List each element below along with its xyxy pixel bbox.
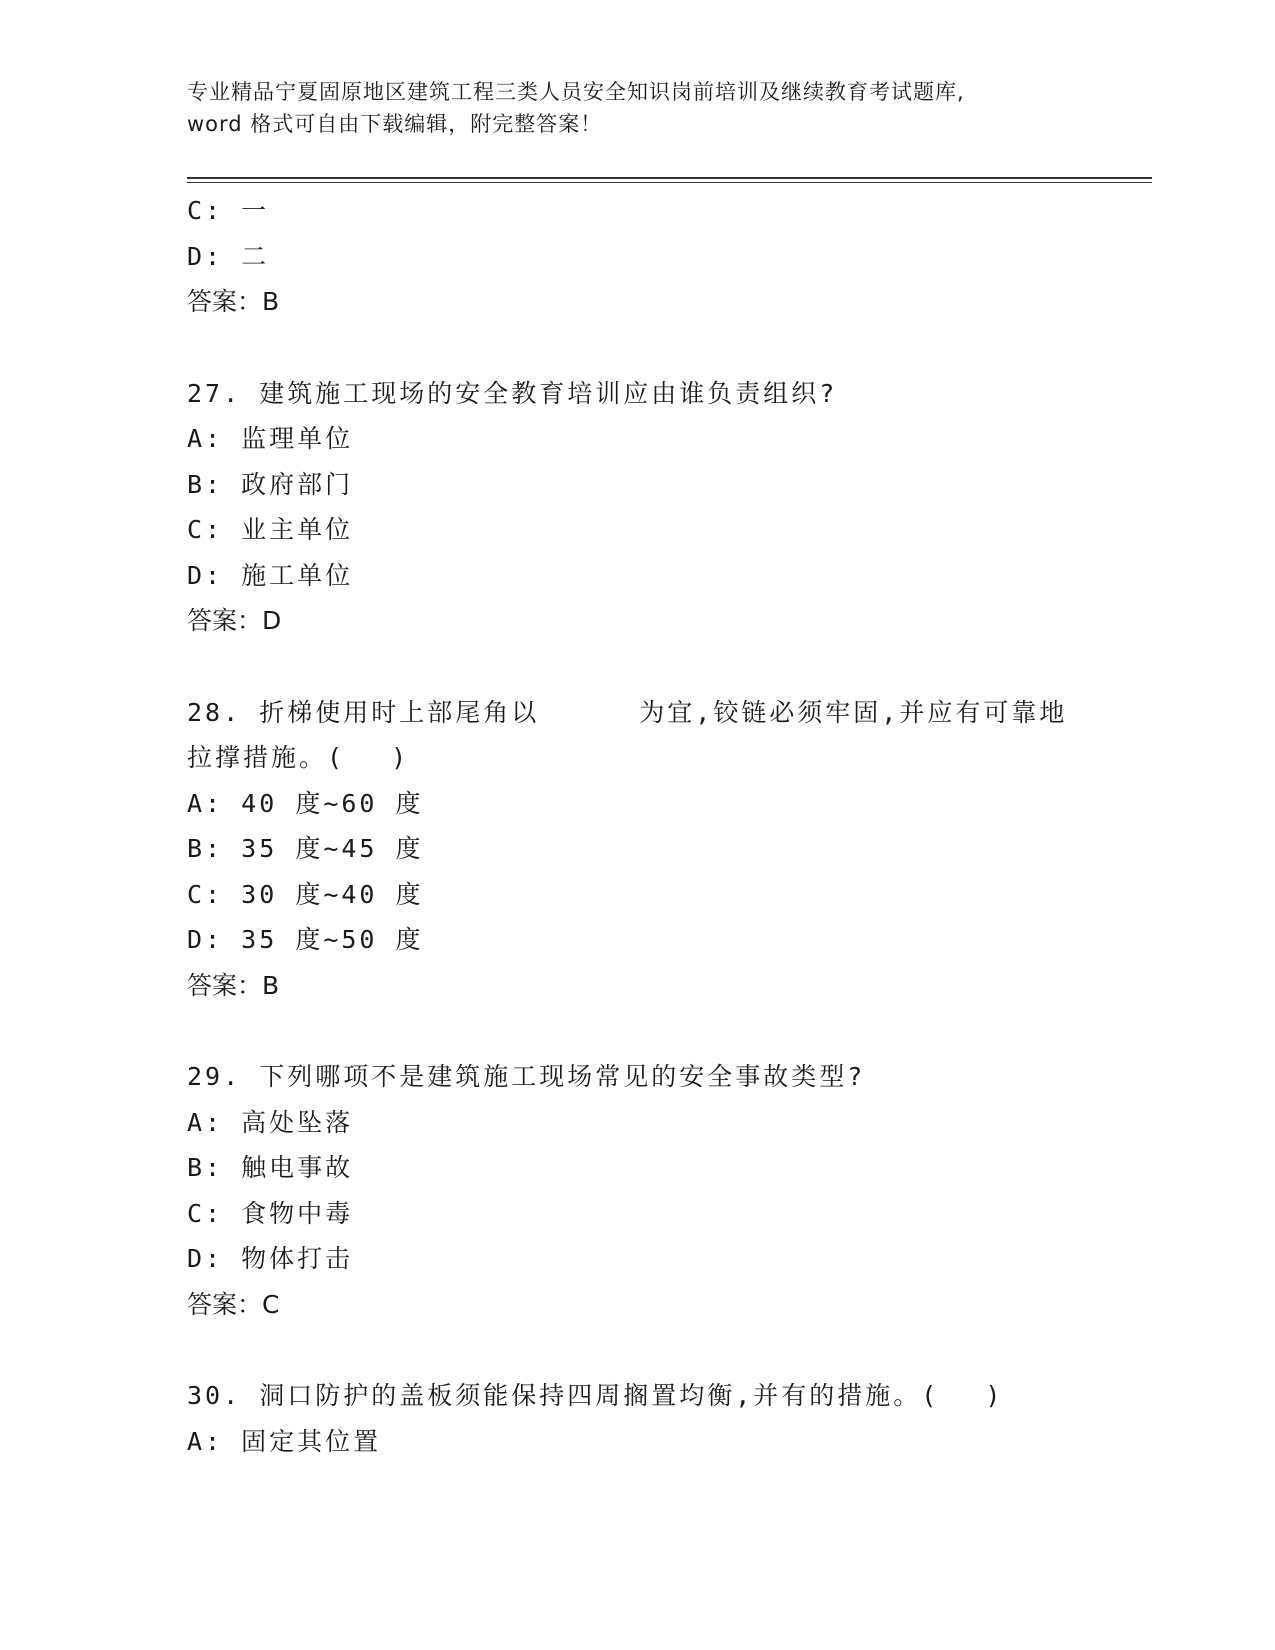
header-title-line-2: word 格式可自由下载编辑，附完整答案！ — [187, 112, 603, 136]
option-label: B: — [187, 469, 224, 499]
option-label: A: — [187, 424, 224, 453]
answer-value: B — [262, 287, 280, 316]
question-stem — [187, 371, 1087, 417]
spacer — [187, 325, 1087, 371]
answer-value: C — [262, 1289, 280, 1319]
option-label: A: — [187, 1107, 224, 1137]
question-number: 30. — [187, 1381, 242, 1410]
option-text: 二 — [241, 241, 270, 271]
answer-label: 答案： — [187, 970, 263, 1000]
answer-line — [187, 963, 1087, 1009]
option-d — [187, 1236, 1087, 1282]
option-b — [187, 826, 1087, 872]
question-30 — [187, 1373, 1087, 1464]
question-text-part-1: 折梯使用时上部尾角以 — [259, 697, 540, 727]
header-divider-thin — [187, 182, 1152, 183]
option-d — [187, 234, 1087, 280]
option-text: 高处坠落 — [241, 1107, 354, 1137]
option-text: 业主单位 — [241, 515, 354, 544]
answer-label: 答案： — [187, 606, 263, 635]
option-label: C: — [187, 515, 224, 544]
option-label: C: — [187, 1198, 224, 1228]
option-a — [187, 781, 1087, 827]
question-stem-continued: 拉撑措施。( ) — [187, 743, 410, 772]
option-label: C: — [187, 879, 224, 909]
option-label: A: — [187, 788, 224, 818]
option-d — [187, 553, 1087, 599]
question-list — [187, 188, 1087, 1464]
option-c — [187, 1191, 1087, 1237]
answer-label: 答案： — [187, 287, 263, 316]
question-27 — [187, 371, 1087, 644]
document-header — [187, 76, 1087, 140]
option-text: 30 度~40 度 — [241, 879, 424, 909]
question-number: 27. — [187, 378, 242, 408]
question-29 — [187, 1054, 1087, 1327]
answer-value: B — [262, 970, 280, 1000]
option-a — [187, 1419, 1087, 1465]
option-c — [187, 188, 1087, 234]
option-text: 物体打击 — [241, 1244, 354, 1273]
option-label: C: — [187, 196, 224, 225]
question-number: 28. — [187, 697, 242, 727]
option-text: 施工单位 — [241, 560, 354, 590]
option-text: 食物中毒 — [241, 1198, 354, 1228]
header-title-line-1: 专业精品宁夏固原地区建筑工程三类人员安全知识岗前培训及继续教育考试题库, — [187, 80, 965, 104]
option-text: 35 度~50 度 — [241, 925, 424, 954]
question-stem — [187, 1054, 1087, 1100]
option-d — [187, 917, 1087, 963]
option-a — [187, 1100, 1087, 1146]
answer-value: D — [262, 606, 282, 635]
question-26-tail — [187, 188, 1087, 325]
option-b — [187, 1145, 1087, 1191]
spacer — [187, 644, 1087, 690]
question-text-part-2: 为宜,铰链必须牢固,并应有可靠地 — [639, 697, 1068, 727]
option-a — [187, 416, 1087, 462]
spacer — [187, 1327, 1087, 1373]
question-stem — [187, 1373, 1087, 1419]
option-label: D: — [187, 241, 224, 271]
question-text: 下列哪项不是建筑施工现场常见的安全事故类型? — [259, 1062, 866, 1091]
option-text: 固定其位置 — [241, 1426, 382, 1456]
question-text: 建筑施工现场的安全教育培训应由谁负责组织? — [259, 378, 838, 408]
question-number: 29. — [187, 1062, 242, 1091]
option-label: D: — [187, 925, 224, 954]
option-label: B: — [187, 834, 224, 863]
question-stem — [187, 690, 1087, 736]
option-text: 40 度~60 度 — [241, 788, 424, 818]
option-text: 35 度~45 度 — [241, 834, 424, 863]
option-label: D: — [187, 1244, 224, 1273]
answer-line — [187, 598, 1087, 644]
answer-label: 答案： — [187, 1289, 263, 1319]
question-28 — [187, 690, 1087, 1009]
answer-line — [187, 279, 1087, 325]
option-label: B: — [187, 1153, 224, 1182]
header-divider-thick — [187, 177, 1152, 179]
answer-line — [187, 1282, 1087, 1328]
option-text: 一 — [241, 196, 270, 225]
question-text: 洞口防护的盖板须能保持四周搁置均衡,并有的措施。( ) — [259, 1381, 1004, 1410]
option-text: 触电事故 — [241, 1153, 354, 1182]
option-text: 政府部门 — [241, 469, 354, 499]
option-b — [187, 462, 1087, 508]
option-label: D: — [187, 560, 224, 590]
spacer — [187, 1008, 1087, 1054]
option-text: 监理单位 — [241, 424, 354, 453]
option-label: A: — [187, 1426, 224, 1456]
option-c — [187, 507, 1087, 553]
option-c — [187, 872, 1087, 918]
